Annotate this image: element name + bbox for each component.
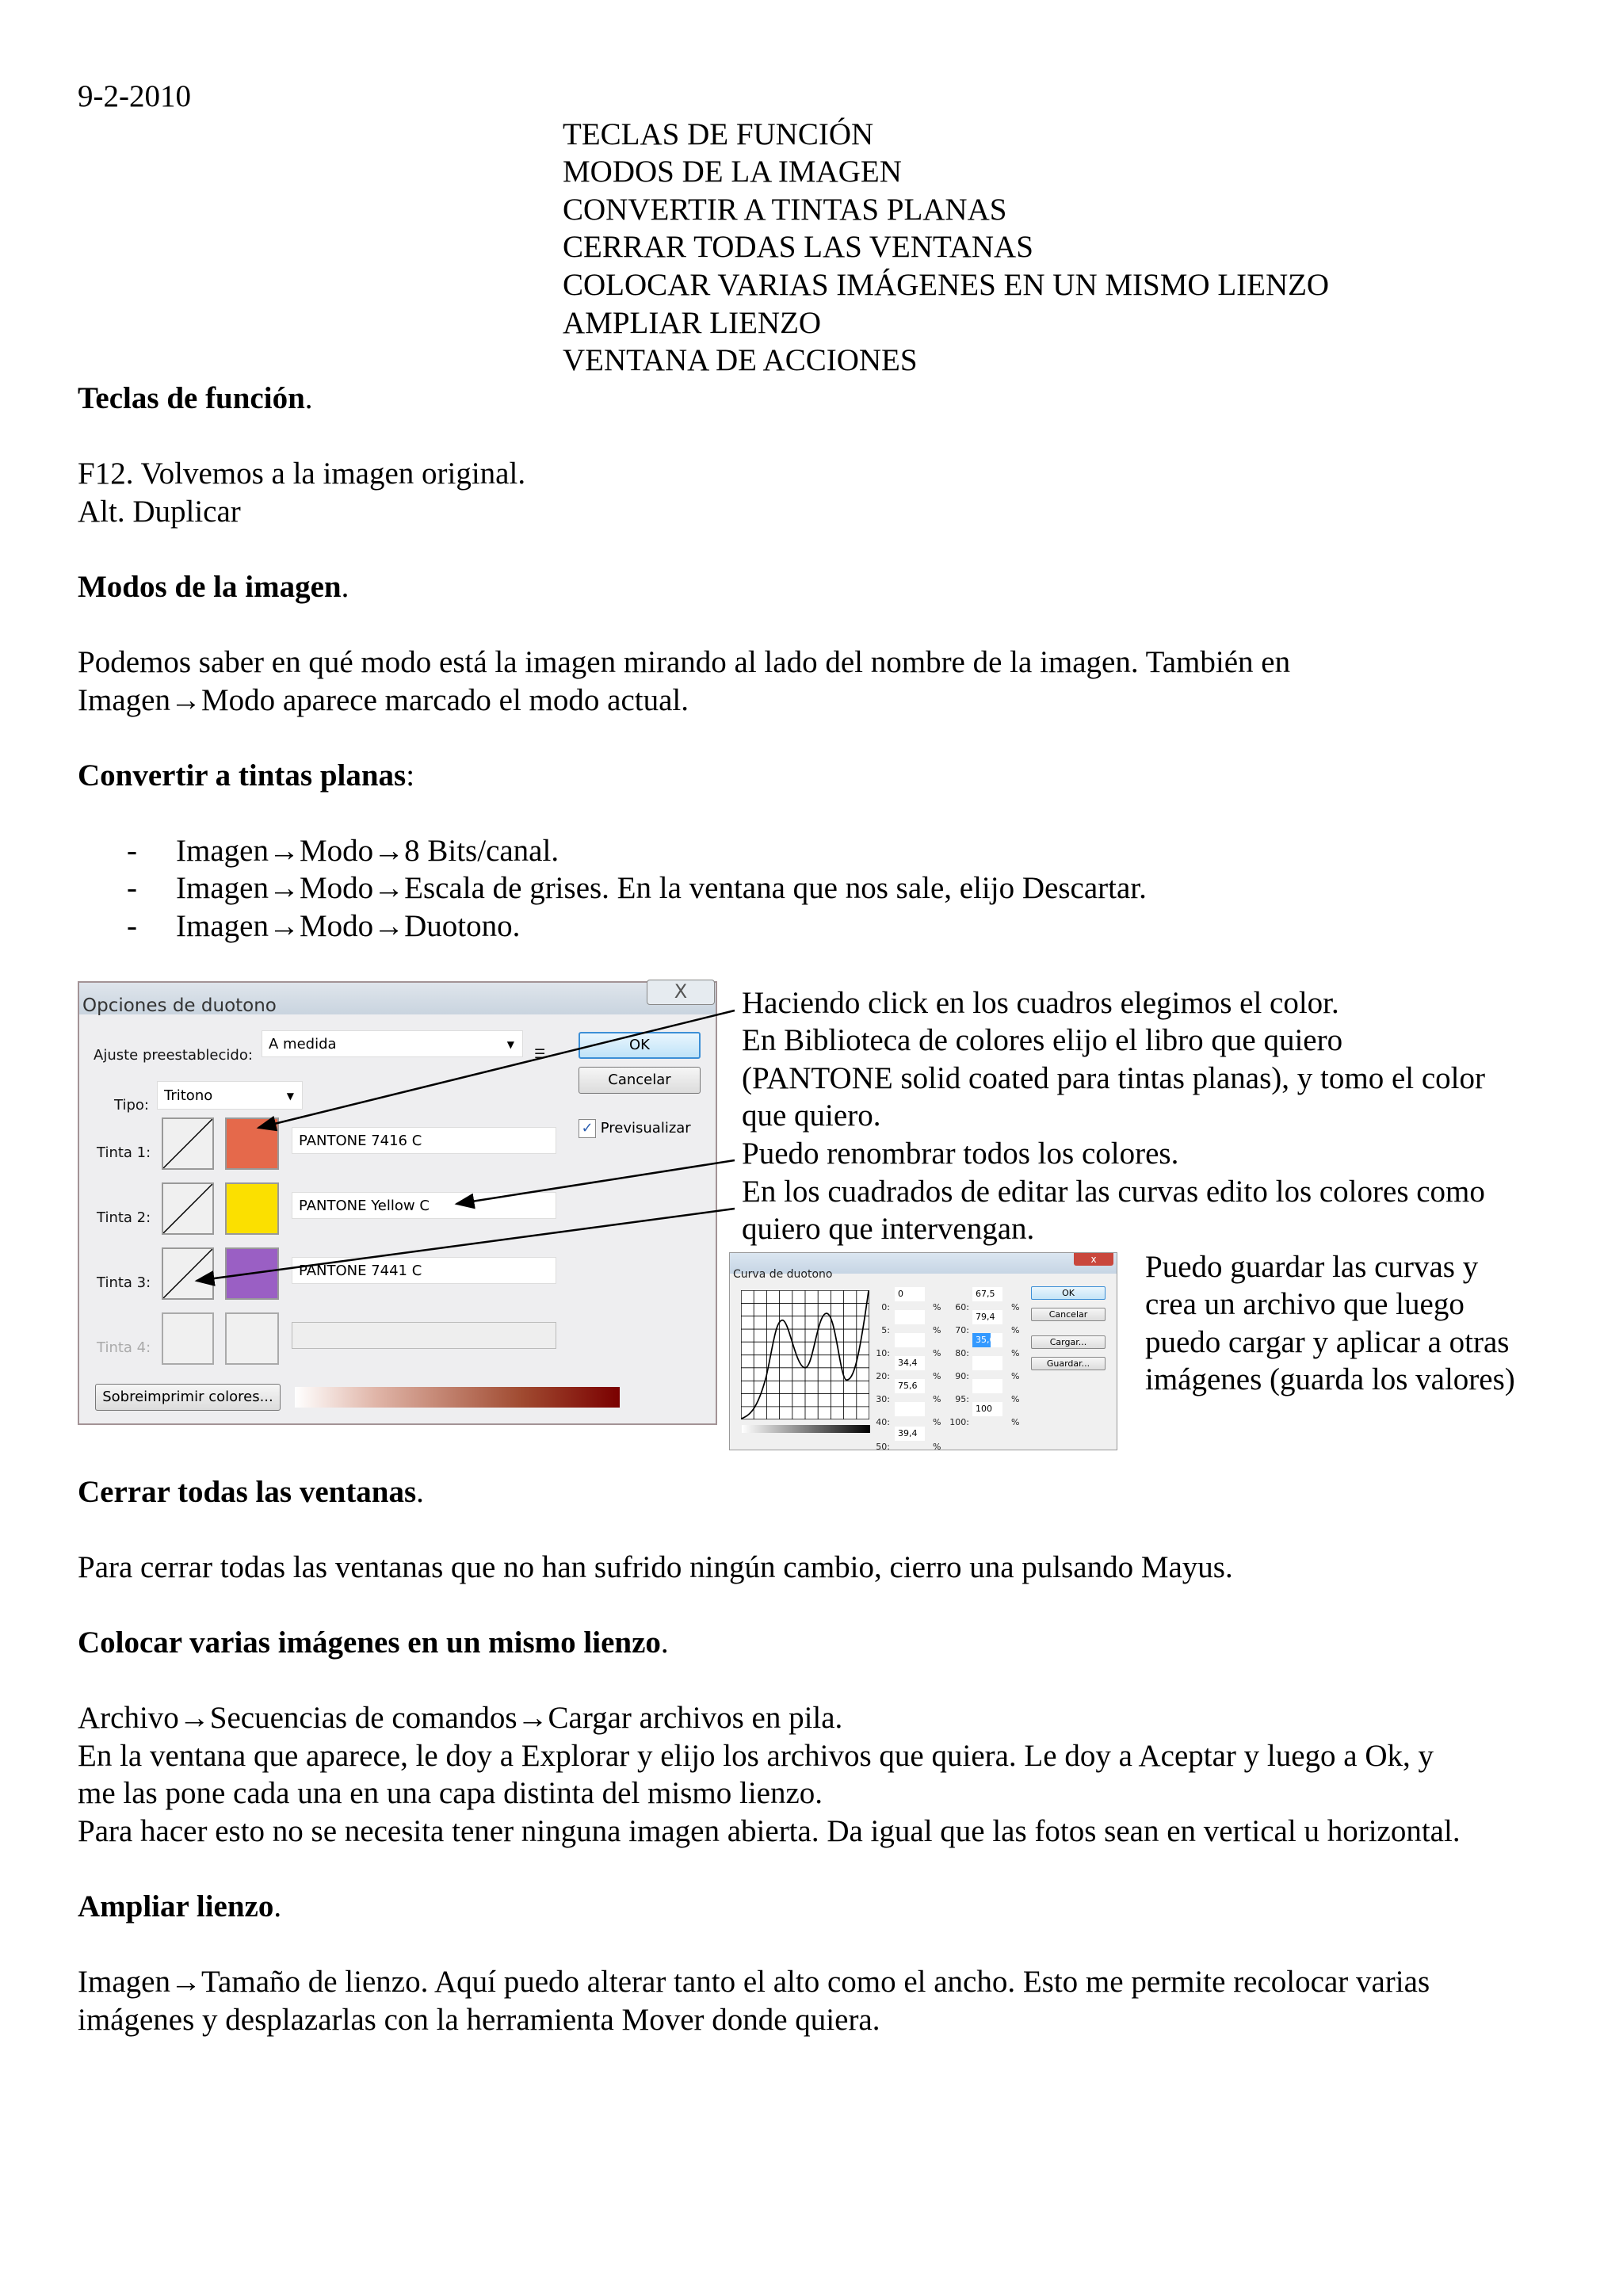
cancel-button[interactable]: Cancelar <box>579 1067 701 1094</box>
curve-graph[interactable] <box>741 1290 869 1419</box>
list-dash: - <box>127 871 137 906</box>
paragraph-line: Alt. Duplicar <box>78 494 241 529</box>
curve-point-input[interactable] <box>895 1333 925 1347</box>
percent-unit: % <box>1011 1393 1020 1404</box>
percent-unit: % <box>1011 1416 1020 1427</box>
heading-punct: . <box>304 380 313 415</box>
arrow-to-ink-1-swatch <box>258 1010 735 1128</box>
note-line: que quiero. <box>742 1098 881 1133</box>
heading-text: Convertir a tintas planas <box>78 758 407 793</box>
note-line: crea un archivo que luego <box>1145 1287 1465 1322</box>
ink-label: Tinta 4: <box>97 1339 151 1356</box>
section-heading <box>78 380 1568 418</box>
cancel-button[interactable]: Cancelar <box>1031 1308 1106 1321</box>
percent-unit: % <box>1011 1347 1020 1358</box>
section-heading <box>78 1624 1568 1662</box>
curve-point-label: 0: <box>881 1301 890 1312</box>
list-item <box>78 832 1568 870</box>
note-line: En los cuadrados de editar las curvas edito los colores como <box>742 1174 1485 1209</box>
paragraph-line: me las pone cada una en una capa distinta del mismo lienzo. <box>78 1776 823 1811</box>
curve-point-input[interactable]: 35,6 <box>972 1333 1002 1347</box>
heading-text: Ampliar lienzo <box>78 1889 274 1924</box>
toc-item: COLOCAR VARIAS IMÁGENES EN UN MISMO LIENZO <box>563 267 1330 302</box>
toc-item: CERRAR TODAS LAS VENTANAS <box>563 230 1033 265</box>
preset-menu-icon[interactable]: ☰ <box>534 1045 546 1061</box>
percent-unit: % <box>933 1393 941 1404</box>
section-heading <box>78 568 1568 606</box>
list-item <box>78 907 1568 946</box>
curve-point-label: 20: <box>876 1370 890 1381</box>
list-text: Imagen→Modo→8 Bits/canal. <box>176 833 559 868</box>
heading-punct: . <box>416 1474 424 1509</box>
preset-value: A medida <box>269 1035 337 1052</box>
dialog-title: Curva de duotono <box>733 1267 833 1281</box>
paragraph-line: En la ventana que aparece, le doy a Explorar y elijo los archivos que quiera. Le doy a Aceptar y luego a Ok, y <box>78 1738 1434 1773</box>
curve-point-input[interactable]: 39,4 <box>895 1427 925 1441</box>
annotation-arrows <box>0 946 792 1473</box>
curve-point-input[interactable]: 79,4 <box>972 1310 1002 1324</box>
percent-unit: % <box>933 1370 941 1381</box>
curve-point-input[interactable]: 75,6 <box>895 1379 925 1393</box>
percent-unit: % <box>933 1416 941 1427</box>
curve-point-input[interactable] <box>895 1310 925 1324</box>
dialog-titlebar <box>730 1253 1117 1281</box>
percent-unit: % <box>933 1347 941 1358</box>
heading-text: Teclas de función <box>78 380 305 415</box>
percent-unit: % <box>933 1301 941 1312</box>
type-label: Tipo: <box>114 1096 149 1114</box>
section-heading <box>78 757 1568 795</box>
curve-point-label: 40: <box>876 1416 890 1427</box>
close-button[interactable]: X <box>647 980 715 1005</box>
percent-unit: % <box>1011 1301 1020 1312</box>
toc-item: TECLAS DE FUNCIÓN <box>563 117 874 151</box>
percent-unit: % <box>933 1324 941 1335</box>
dialog-title: Opciones de duotono <box>82 995 277 1016</box>
checkbox-check-icon: ✓ <box>579 1119 596 1138</box>
paragraph-line: Podemos saber en qué modo está la imagen mirando al lado del nombre de la imagen. También en <box>78 644 1291 679</box>
curve-point-label: 80: <box>955 1347 969 1358</box>
date: 9-2-2010 <box>78 79 191 113</box>
type-value: Tritono <box>164 1087 213 1104</box>
overprint-colors-button[interactable]: Sobreimprimir colores... <box>95 1384 281 1411</box>
curve-point-input[interactable]: 34,4 <box>895 1356 925 1370</box>
heading-text: Colocar varias imágenes en un mismo lienzo <box>78 1626 661 1660</box>
curve-point-label: 70: <box>955 1324 969 1335</box>
paragraph-line: Para hacer esto no se necesita tener ninguna imagen abierta. Da igual que las fotos sean en vertical u horizontal. <box>78 1814 1461 1848</box>
paragraph-line: imágenes y desplazarlas con la herramienta Mover donde quiera. <box>78 2002 880 2037</box>
curve-point-label: 50: <box>876 1441 890 1452</box>
curve-point-label: 100: <box>949 1416 969 1427</box>
load-button[interactable]: Cargar... <box>1031 1335 1106 1349</box>
ink-label: Tinta 1: <box>97 1144 151 1161</box>
grayscale-bar <box>742 1425 870 1433</box>
percent-unit: % <box>933 1441 941 1452</box>
figure-duotone <box>78 946 1568 1473</box>
section-heading <box>78 1473 1568 1511</box>
heading-punct: : <box>406 758 415 793</box>
heading-punct: . <box>273 1889 282 1924</box>
curve-point-input[interactable] <box>972 1379 1002 1393</box>
note-line: Haciendo click en los cuadros elegimos el color. <box>742 985 1339 1020</box>
ink-label: Tinta 2: <box>97 1209 151 1226</box>
curve-point-input[interactable]: 100 <box>972 1402 1002 1416</box>
arrow-to-ink-2-name <box>456 1160 735 1204</box>
note-line: (PANTONE solid coated para tintas planas), y tomo el color <box>742 1060 1485 1095</box>
heading-punct: . <box>660 1626 669 1660</box>
chevron-down-icon: ▼ <box>286 1090 294 1102</box>
list-item <box>78 869 1568 907</box>
note-line: Puedo renombrar todos los colores. <box>742 1137 1179 1171</box>
curve-point-label: 5: <box>881 1324 890 1335</box>
paragraph-line: Imagen→Modo aparece marcado el modo actual. <box>78 682 689 717</box>
percent-unit: % <box>1011 1370 1020 1381</box>
ok-button[interactable]: OK <box>1031 1286 1106 1300</box>
ink-2-name-field[interactable]: PANTONE Yellow C <box>292 1192 556 1219</box>
figure-note <box>742 984 1485 1248</box>
curve-point-label: 60: <box>955 1301 969 1312</box>
note-line: En Biblioteca de colores elijo el libro que quiero <box>742 1023 1343 1058</box>
document-page <box>78 78 1568 2039</box>
paragraph-line: Imagen→Tamaño de lienzo. Aquí puedo alterar tanto el alto como el ancho. Esto me permite recolocar varias <box>78 1965 1430 2000</box>
save-button[interactable]: Guardar... <box>1031 1357 1106 1370</box>
close-button[interactable]: x <box>1074 1253 1113 1266</box>
toc-item: CONVERTIR A TINTAS PLANAS <box>563 192 1007 227</box>
preview-label: Previsualizar <box>600 1119 691 1137</box>
ink-label: Tinta 3: <box>97 1274 151 1291</box>
curve-point-input[interactable]: 67,5 <box>972 1287 1002 1301</box>
note-line: imágenes (guarda los valores) <box>1145 1362 1515 1397</box>
paragraph-line: Archivo→Secuencias de comandos→Cargar archivos en pila. <box>78 1701 843 1736</box>
section-heading <box>78 1888 1568 1926</box>
curve-point-input[interactable] <box>895 1402 925 1416</box>
list-text: Imagen→Modo→Duotono. <box>176 909 521 944</box>
curve-point-input[interactable]: 0 <box>895 1287 925 1301</box>
list-dash: - <box>127 833 137 868</box>
chevron-down-icon: ▼ <box>506 1038 514 1050</box>
percent-unit: % <box>1011 1324 1020 1335</box>
figure-note-2 <box>1145 1248 1515 1399</box>
curve-point-label: 90: <box>955 1370 969 1381</box>
note-line: puedo cargar y aplicar a otras <box>1145 1324 1510 1359</box>
heading-text: Modos de la imagen <box>78 569 342 604</box>
preset-label: Ajuste preestablecido: <box>94 1046 253 1064</box>
curve-point-label: 95: <box>955 1393 969 1404</box>
curve-point-input[interactable] <box>972 1356 1002 1370</box>
list-text: Imagen→Modo→Escala de grises. En la ventana que nos sale, elijo Descartar. <box>176 871 1147 906</box>
paragraph-line: Para cerrar todas las ventanas que no han sufrido ningún cambio, cierro una pulsando Mayus. <box>78 1549 1233 1584</box>
duotone-curve-dialog <box>729 1252 1117 1450</box>
heading-text: Cerrar todas las ventanas <box>78 1474 417 1509</box>
toc-item: AMPLIAR LIENZO <box>563 305 822 340</box>
heading-punct: . <box>341 569 349 604</box>
paragraph-line: F12. Volvemos a la imagen original. <box>78 456 526 491</box>
ink-3-name-field[interactable]: PANTONE 7441 C <box>292 1257 556 1284</box>
arrow-to-ink-3-curve <box>197 1209 735 1281</box>
ok-button[interactable]: OK <box>579 1032 701 1059</box>
ink-1-name-field[interactable]: PANTONE 7416 C <box>292 1127 556 1154</box>
note-line: quiero que intervengan. <box>742 1212 1035 1247</box>
toc-item: VENTANA DE ACCIONES <box>563 343 918 378</box>
toc-item: MODOS DE LA IMAGEN <box>563 155 902 189</box>
note-line: Puedo guardar las curvas y <box>1145 1249 1479 1284</box>
curve-point-label: 30: <box>876 1393 890 1404</box>
list-dash: - <box>127 909 137 944</box>
curve-point-label: 10: <box>876 1347 890 1358</box>
